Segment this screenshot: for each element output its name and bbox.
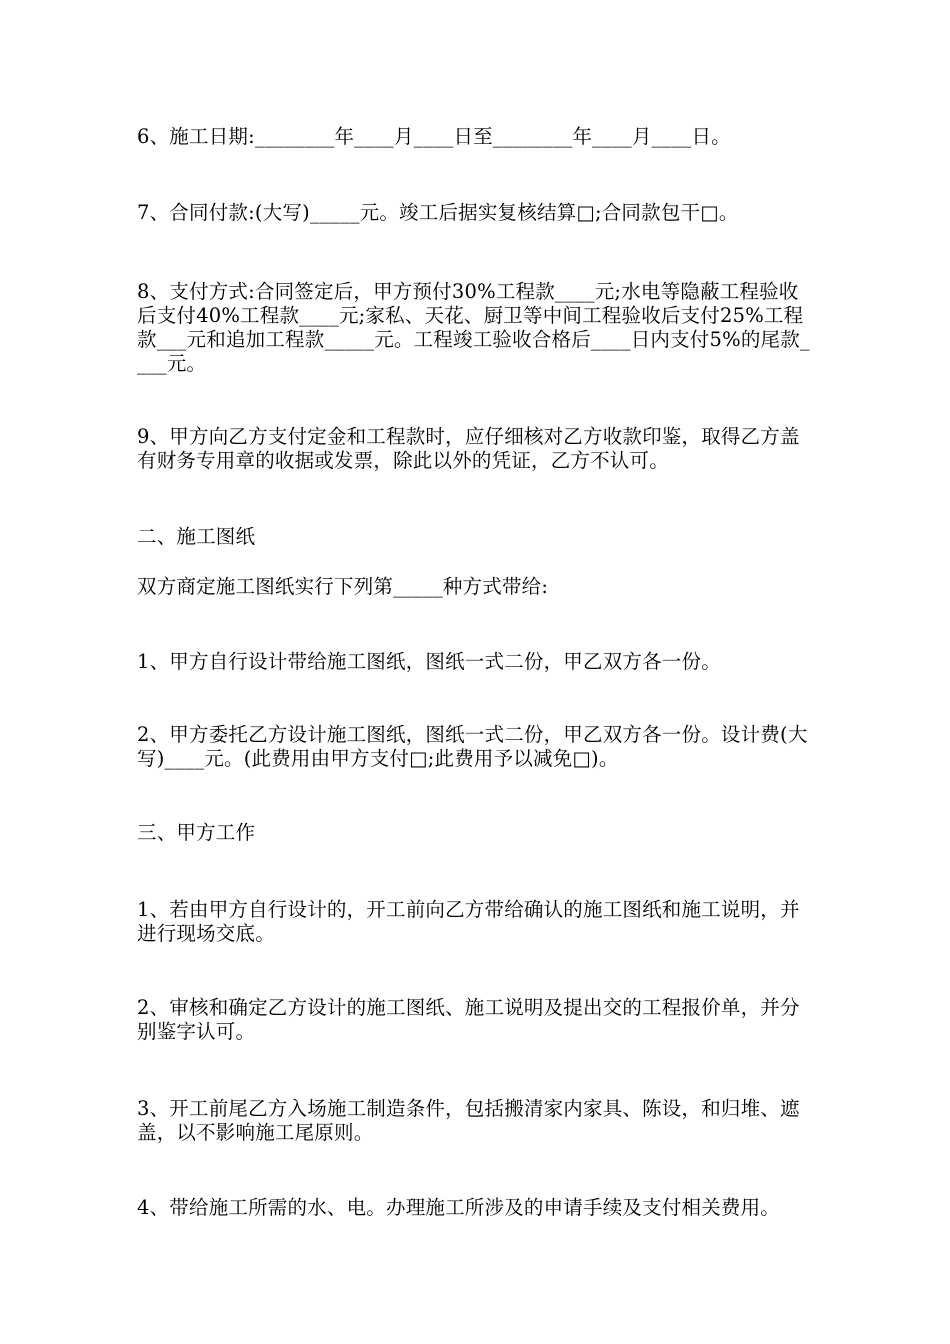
section-3-item-3: 3、开工前尾乙方入场施工制造条件，包括搬清家内家具、陈设，和归堆、遮盖，以不影响施工尾原则。 [137,1097,800,1144]
clause-8-payment-method: 8、支付方式:合同签定后，甲方预付30%工程款____元;水电等隐蔽工程验收后支付40%工程款____元;家私、天花、厨卫等中间工程验收后支付25%工程款___元和追加工程款_____元。工程竣工验收合格后____日内支付5%的尾款____元。 [137,280,810,375]
section-2-heading: 二、施工图纸 [137,525,256,548]
clause-6-construction-dates: 6、施工日期:________年____月____日至________年____月____日。 [137,125,731,148]
section-3-item-1: 1、若由甲方自行设计的，开工前向乙方带给确认的施工图纸和施工说明，并进行现场交底。 [137,898,800,945]
section-2-item-1: 1、甲方自行设计带给施工图纸，图纸一式二份，甲乙双方各一份。 [137,650,721,673]
clause-7-contract-payment: 7、合同付款:(大写)_____元。竣工后据实复核结算□;合同款包干□。 [137,201,739,224]
section-3-heading: 三、甲方工作 [137,821,256,844]
section-3-item-2: 2、审核和确定乙方设计的施工图纸、施工说明及提出交的工程报价单，并分别鉴字认可。 [137,996,800,1043]
section-2-intro: 双方商定施工图纸实行下列第_____种方式带给: [137,575,549,598]
clause-9-payment-verification: 9、甲方向乙方支付定金和工程款时，应仔细核对乙方收款印鉴，取得乙方盖有财务专用章的收据或发票，除此以外的凭证，乙方不认可。 [137,425,800,472]
section-3-item-4: 4、带给施工所需的水、电。办理施工所涉及的申请手续及支付相关费用。 [137,1196,781,1219]
section-2-item-2: 2、甲方委托乙方设计施工图纸，图纸一式二份，甲乙双方各一份。设计费(大写)____元。(此费用由甲方支付□;此费用予以减免□)。 [137,723,808,770]
